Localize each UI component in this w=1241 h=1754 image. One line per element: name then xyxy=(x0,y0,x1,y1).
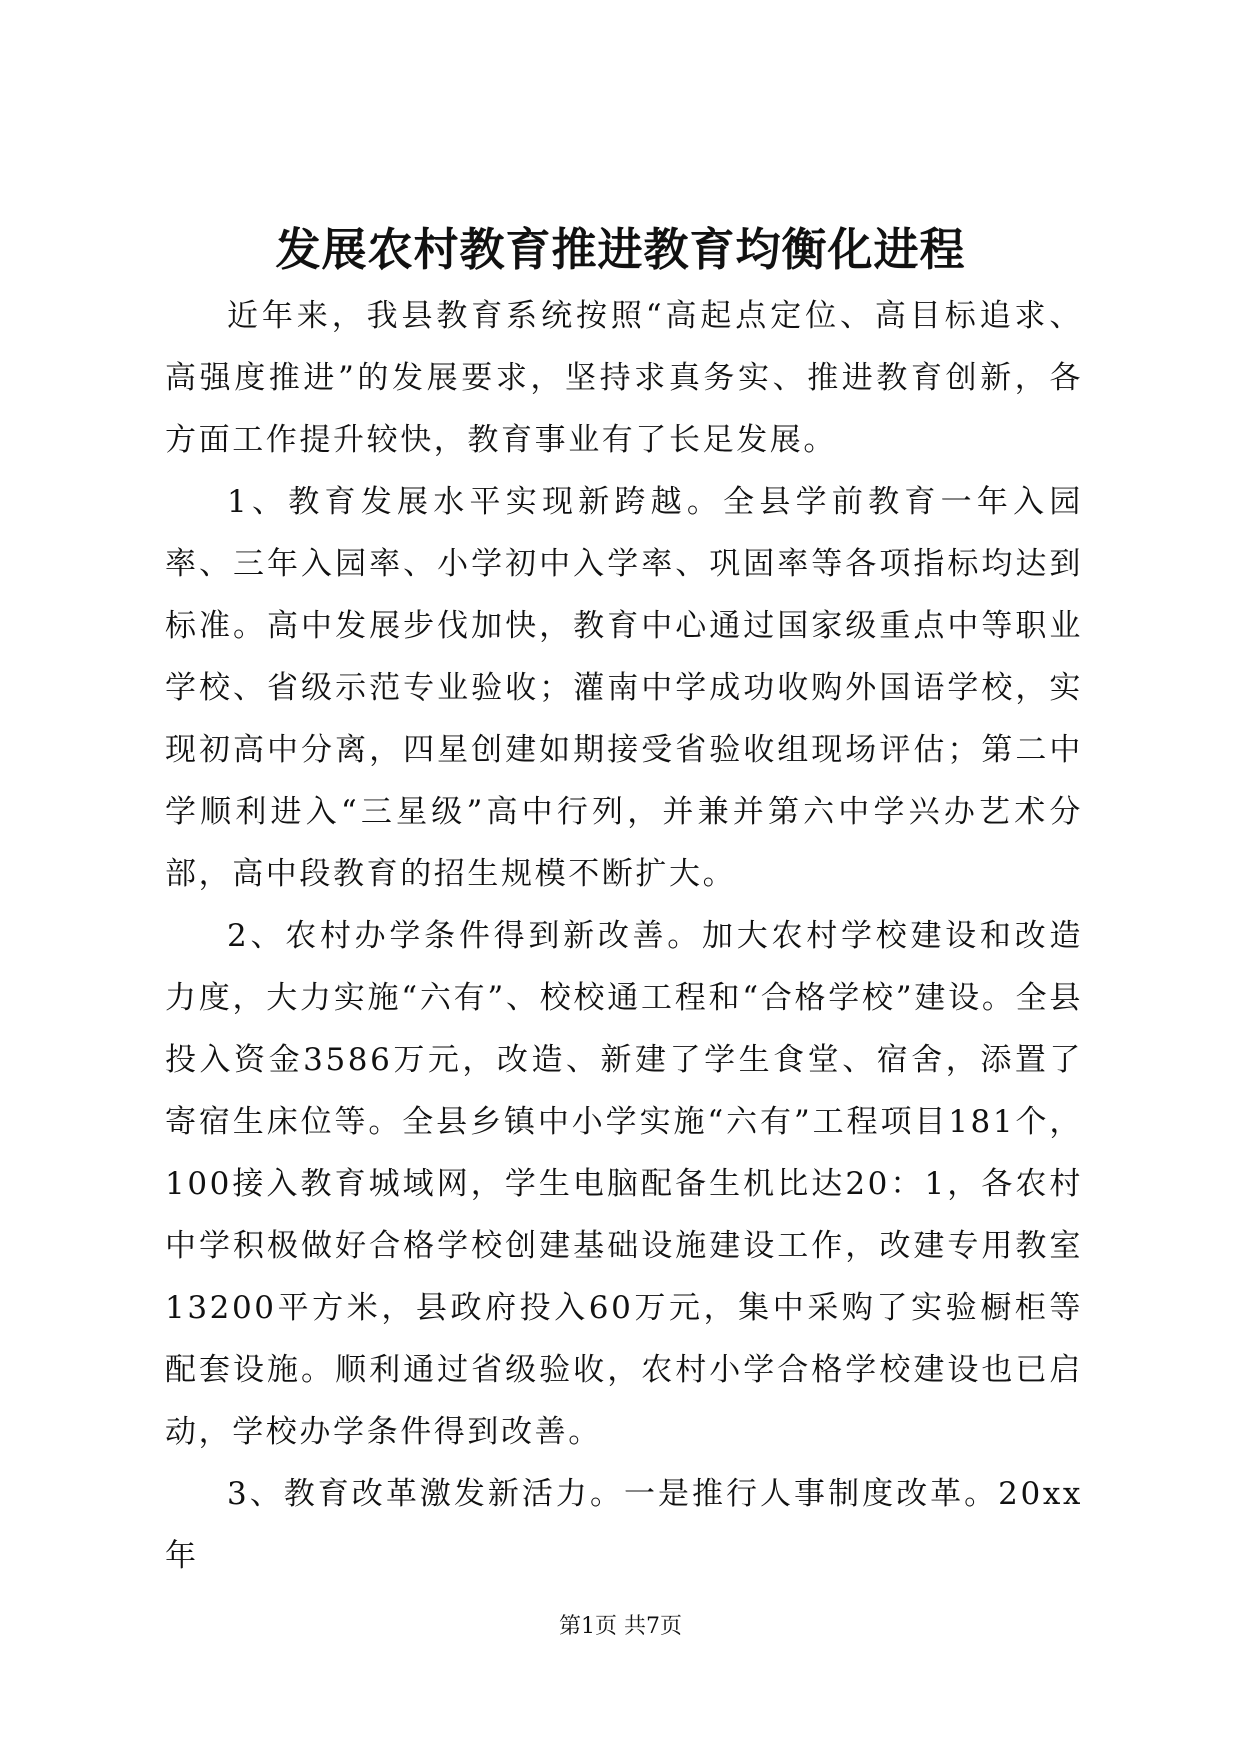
paragraph-intro: 近年来，我县教育系统按照“高起点定位、高目标追求、高强度推进”的发展要求，坚持求真务实、推进教育创新，各方面工作提升较快，教育事业有了长足发展。 xyxy=(165,298,1083,458)
document-body xyxy=(165,285,1083,1587)
paragraph-3: 3、教育改革激发新活力。一是推行人事制度改革。20xx年 xyxy=(165,1476,1083,1574)
document-title: 发展农村教育推进教育均衡化进程 xyxy=(275,223,966,276)
paragraph-1: 1、教育发展水平实现新跨越。全县学前教育一年入园率、三年入园率、小学初中入学率、巩固率等各项指标均达到标准。高中发展步伐加快，教育中心通过国家级重点中等职业学校、省级示范专业验收；灌南中学成功收购外国语学校，实现初高中分离，四星创建如期接受省验收组现场评估；第二中学顺利进入“三星级”高中行列，并兼并第六中学兴办艺术分部，高中段教育的招生规模不断扩大。 xyxy=(165,484,1083,892)
page-number-label: 第1页 共7页 xyxy=(559,1614,682,1639)
page-footer xyxy=(0,1612,1241,1642)
paragraph-2: 2、农村办学条件得到新改善。加大农村学校建设和改造力度，大力实施“六有”、校校通工程和“合格学校”建设。全县投入资金3586万元，改造、新建了学生食堂、宿舍，添置了寄宿生床位等。全县乡镇中小学实施“六有”工程项目181个，100接入教育城域网，学生电脑配备生机比达20：1，各农村中学积极做好合格学校创建基础设施建设工作，改建专用教室13200平方米，县政府投入60万元，集中采购了实验橱柜等配套设施。顺利通过省级验收，农村小学合格学校建设也已启动，学校办学条件得到改善。 xyxy=(165,918,1083,1450)
